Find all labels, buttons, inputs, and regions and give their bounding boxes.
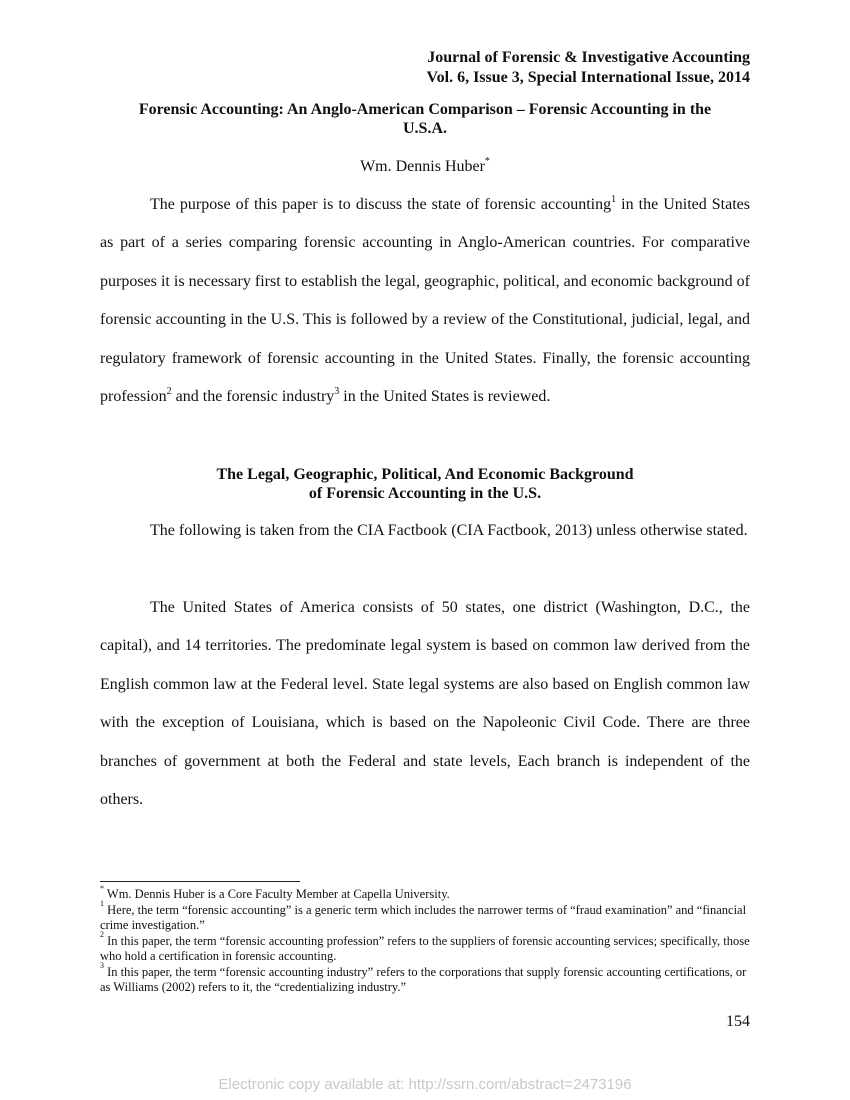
footnote-mark: 2 xyxy=(100,930,104,940)
author-name: Wm. Dennis Huber xyxy=(360,158,485,175)
footnote-text: In this paper, the term “forensic accounting industry” refers to the corporations that supply forensic accounting certifications, or as Williams (2002) refers to it, the “credentializing industry.” xyxy=(100,964,747,994)
intro-text-part1: The purpose of this paper is to discuss the state of forensic accounting xyxy=(150,196,612,213)
journal-header xyxy=(427,48,750,88)
footnote-ref-1[interactable]: 1 xyxy=(611,193,617,205)
author-line xyxy=(100,157,750,177)
section-heading-line2: of Forensic Accounting in the U.S. xyxy=(308,485,542,502)
journal-name: Journal of Forensic & Investigative Accounting xyxy=(427,49,750,66)
section-heading-line1: The Legal, Geographic, Political, And Economic Background xyxy=(216,466,634,483)
footnote-divider xyxy=(100,881,300,882)
footnote-text: In this paper, the term “forensic accounting profession” refers to the suppliers of forensic accounting services; specifically, those who hold a certification in forensic accounting. xyxy=(100,933,750,963)
footnote-author xyxy=(100,883,750,903)
intro-text-part4: in the United States is reviewed. xyxy=(339,388,551,406)
journal-volume: Vol. 6, Issue 3, Special International Issue, 2014 xyxy=(426,69,750,86)
section-heading xyxy=(100,465,750,503)
paper-title-line1: Forensic Accounting: An Anglo-American Comparison – Forensic Accounting in the xyxy=(138,101,712,118)
footnote-text: Wm. Dennis Huber is a Core Faculty Member at Capella University. xyxy=(104,887,450,901)
intro-paragraph xyxy=(100,186,750,416)
paper-title xyxy=(100,100,750,138)
page-number: 154 xyxy=(726,1013,750,1030)
footnote-mark: 3 xyxy=(100,961,104,971)
ssrn-watermark-link[interactable]: Electronic copy available at: http://ssrn.com/abstract=2473196 xyxy=(218,1076,632,1093)
usa-overview-paragraph: The United States of America consists of 50 states, one district (Washington, D.C., the capital), and 14 territories. The predominate legal system is based on common law derived from the English common law at the Federal level. State legal systems are also based on English common law with the exception of Louisiana, which is based on the Napoleonic Civil Code. There are three branches of government at both the Federal and state levels, Each branch is independent of the others. xyxy=(100,599,750,809)
footnote-ref-2[interactable]: 2 xyxy=(166,385,172,397)
footnote-ref-3[interactable]: 3 xyxy=(334,385,340,397)
footnote-2 xyxy=(100,930,750,965)
footnote-mark: * xyxy=(100,883,104,893)
factbook-paragraph: The following is taken from the CIA Factbook (CIA Factbook, 2013) unless otherwise stated. xyxy=(150,522,748,539)
footnote-mark: 1 xyxy=(100,899,104,909)
paper-title-line2: U.S.A. xyxy=(402,120,447,137)
footnote-1 xyxy=(100,899,750,934)
footnotes xyxy=(100,883,750,996)
intro-text-part3: and the forensic industry xyxy=(171,388,335,406)
footnote-3 xyxy=(100,961,750,996)
footnote-text: Here, the term “forensic accounting” is a generic term which includes the narrower terms of “fraud examination” and “financial crime investigation.” xyxy=(100,902,747,932)
author-footnote-mark[interactable]: * xyxy=(484,155,490,167)
intro-text-part2: in the United States as part of a series comparing forensic accounting in Anglo-American countries. For comparative purposes it is necessary first to establish the legal, geographic, political, and economic background of forensic accounting in the U.S. This is followed by a review of the Constitutional, judicial, legal, and regulatory framework of forensic accounting in the United States. Finally, the forensic accounting profession xyxy=(100,196,750,406)
